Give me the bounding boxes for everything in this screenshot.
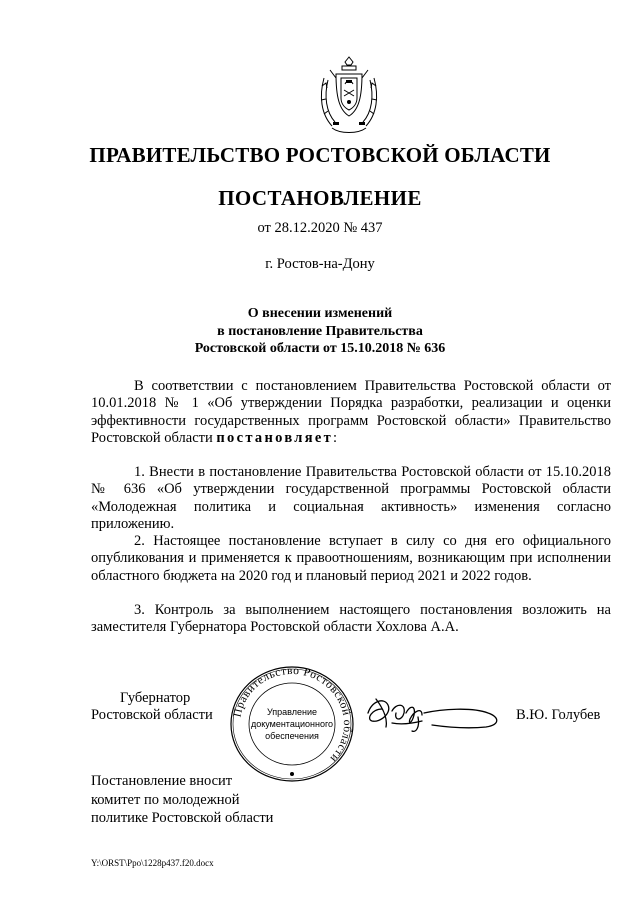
- document-city: г. Ростов-на-Дону: [265, 256, 375, 272]
- seal-center-line3: обеспечения: [265, 731, 319, 741]
- preamble-paragraph: [91, 378, 611, 447]
- file-path-footer: Y:\ORST\Ppo\1228p437.f20.docx: [91, 858, 214, 868]
- note-line: комитет по молодежной: [91, 791, 240, 808]
- seal-ring-text: Правительство Ростовской области: [231, 665, 354, 765]
- note-line: политике Ростовской области: [91, 810, 274, 827]
- seal-center-line1: Управление: [266, 707, 318, 717]
- round-stamp: [228, 665, 356, 783]
- government-title: ПРАВИТЕЛЬСТВО РОСТОВСКОЙ ОБЛАСТИ: [89, 143, 551, 167]
- preamble-text: В соответствии с постановлением Правительства Ростовской области от 10.01.2018 № 1 «Об утверждении Порядка разработки, реализации и оценки эффективности государственных программ Ростовской области» Правительство Ростовской области: [91, 378, 611, 446]
- signer-title-line2: Ростовской области: [91, 707, 213, 723]
- preamble-verb: постановляет: [216, 429, 334, 446]
- seal-center-line2: документационного: [250, 719, 334, 729]
- submitting-committee-note: [91, 772, 273, 828]
- resolution-item-1: 1. Внести в постановление Правительства Ростовской области от 15.10.2018 № 636 «Об утверждении государственной программы Ростовской области «Молодежная политика и социальная активность» изменения согласно приложению.: [91, 464, 611, 532]
- handwritten-signature: [362, 683, 510, 743]
- coat-of-arms-icon: [316, 56, 382, 136]
- document-date-number: от 28.12.2020 № 437: [257, 220, 383, 236]
- document-subject: [0, 305, 640, 358]
- subject-line: О внесении изменений: [247, 306, 393, 321]
- signer-name: В.Ю. Голубев: [516, 707, 601, 723]
- note-line: Постановление вносит: [91, 773, 233, 789]
- resolution-item-2: 2. Настоящее постановление вступает в силу со дня его официального опубликования и применяется к правоотношениям, возникающим при исполнении областного бюджета на 2020 год и плановый период 2021 и 2022 годов.: [91, 533, 611, 584]
- preamble-end: :: [333, 429, 338, 446]
- subject-line: Ростовской области от 15.10.2018 № 636: [194, 341, 446, 356]
- resolution-item-3: 3. Контроль за выполнением настоящего постановления возложить на заместителя Губернатора Ростовской области Хохлова А.А.: [91, 602, 611, 636]
- document-type: ПОСТАНОВЛЕНИЕ: [218, 186, 422, 210]
- signer-title-line1: Губернатор: [120, 690, 191, 706]
- subject-line: в постановление Правительства: [217, 323, 423, 339]
